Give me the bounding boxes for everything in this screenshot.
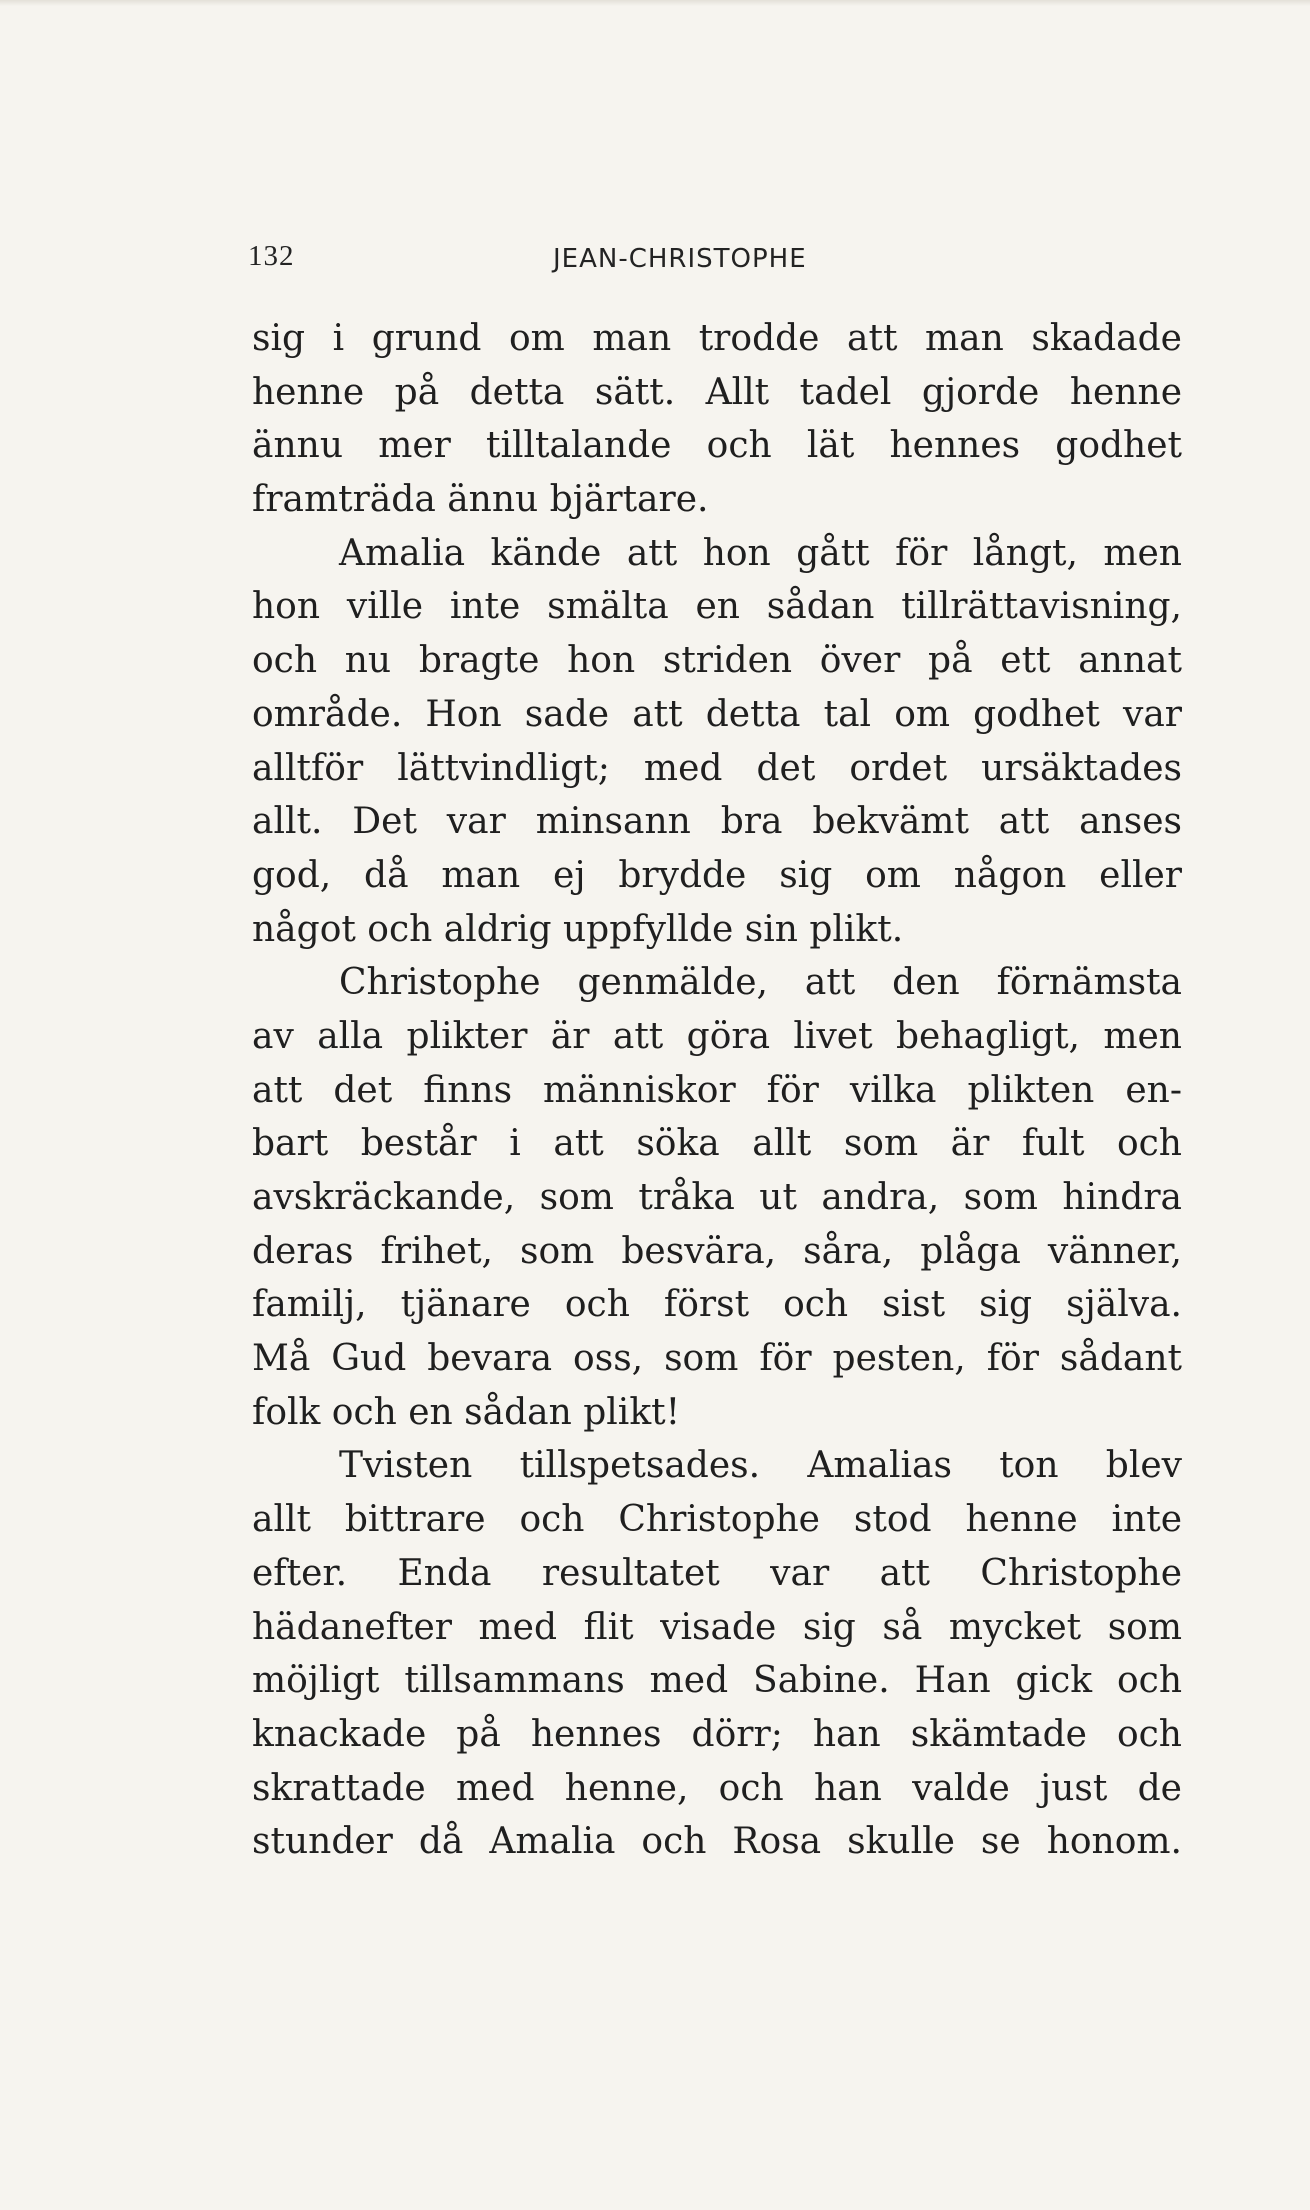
text-line: Christophe genmälde, att den förnämsta [339,962,1182,1004]
text-line: Må Gud bevara oss, som för pesten, för sådant [252,1338,1182,1380]
running-title: JEAN-CHRISTOPHE [553,244,807,274]
text-line: framträda ännu bjärtare. [252,479,709,521]
text-line: god, då man ej brydde sig om någon eller [252,854,1182,896]
text-line: något och aldrig uppfyllde sin plikt. [252,908,904,950]
text-line: av alla plikter är att göra livet behagligt, men [252,1015,1182,1057]
text-line: och nu bragte hon striden över på ett annat [252,640,1182,682]
text-line: område. Hon sade att detta tal om godhet var [252,693,1182,735]
text-line: sig i grund om man trodde att man skadade [252,318,1182,359]
running-head [248,240,1188,280]
text-line: hädanefter med flit visade sig så mycket som [252,1606,1182,1648]
text-line: Amalia kände att hon gått för långt, men [339,532,1182,574]
text-line: alltför lättvindligt; med det ordet ursäktades [252,747,1182,789]
text-line: stunder då Amalia och Rosa skulle se honom. [252,1821,1182,1863]
page-edge [0,0,1310,6]
text-line: knackade på hennes dörr; han skämtade och [252,1713,1182,1755]
text-line: henne på detta sätt. Allt tadel gjorde henne [252,371,1182,413]
text-line: deras frihet, som besvära, såra, plåga vänner, [252,1230,1182,1272]
text-line: hon ville inte smälta en sådan tillrättavisning, [252,586,1182,628]
text-line: Tvisten tillspetsades. Amalias ton blev [339,1445,1182,1487]
text-line: att det finns människor för vilka plikten en- [252,1069,1182,1111]
text-line: avskräckande, som tråka ut andra, som hindra [252,1177,1182,1218]
text-line: allt. Det var minsann bra bekvämt att anses [252,801,1182,843]
text-line: ännu mer tilltalande och lät hennes godhet [252,425,1182,467]
text-line: allt bittrare och Christophe stod henne inte [252,1499,1182,1541]
text-line: efter. Enda resultatet var att Christophe [252,1552,1182,1594]
text-line: bart består i att söka allt som är fult och [252,1123,1182,1165]
text-line: familj, tjänare och först och sist sig själva. [252,1284,1182,1326]
text-line: skrattade med henne, och han valde just de [252,1767,1182,1809]
page-number: 132 [248,240,295,272]
text-line: folk och en sådan plikt! [252,1391,681,1433]
text-line: möjligt tillsammans med Sabine. Han gick och [252,1660,1182,1702]
body-text [252,312,1182,1869]
